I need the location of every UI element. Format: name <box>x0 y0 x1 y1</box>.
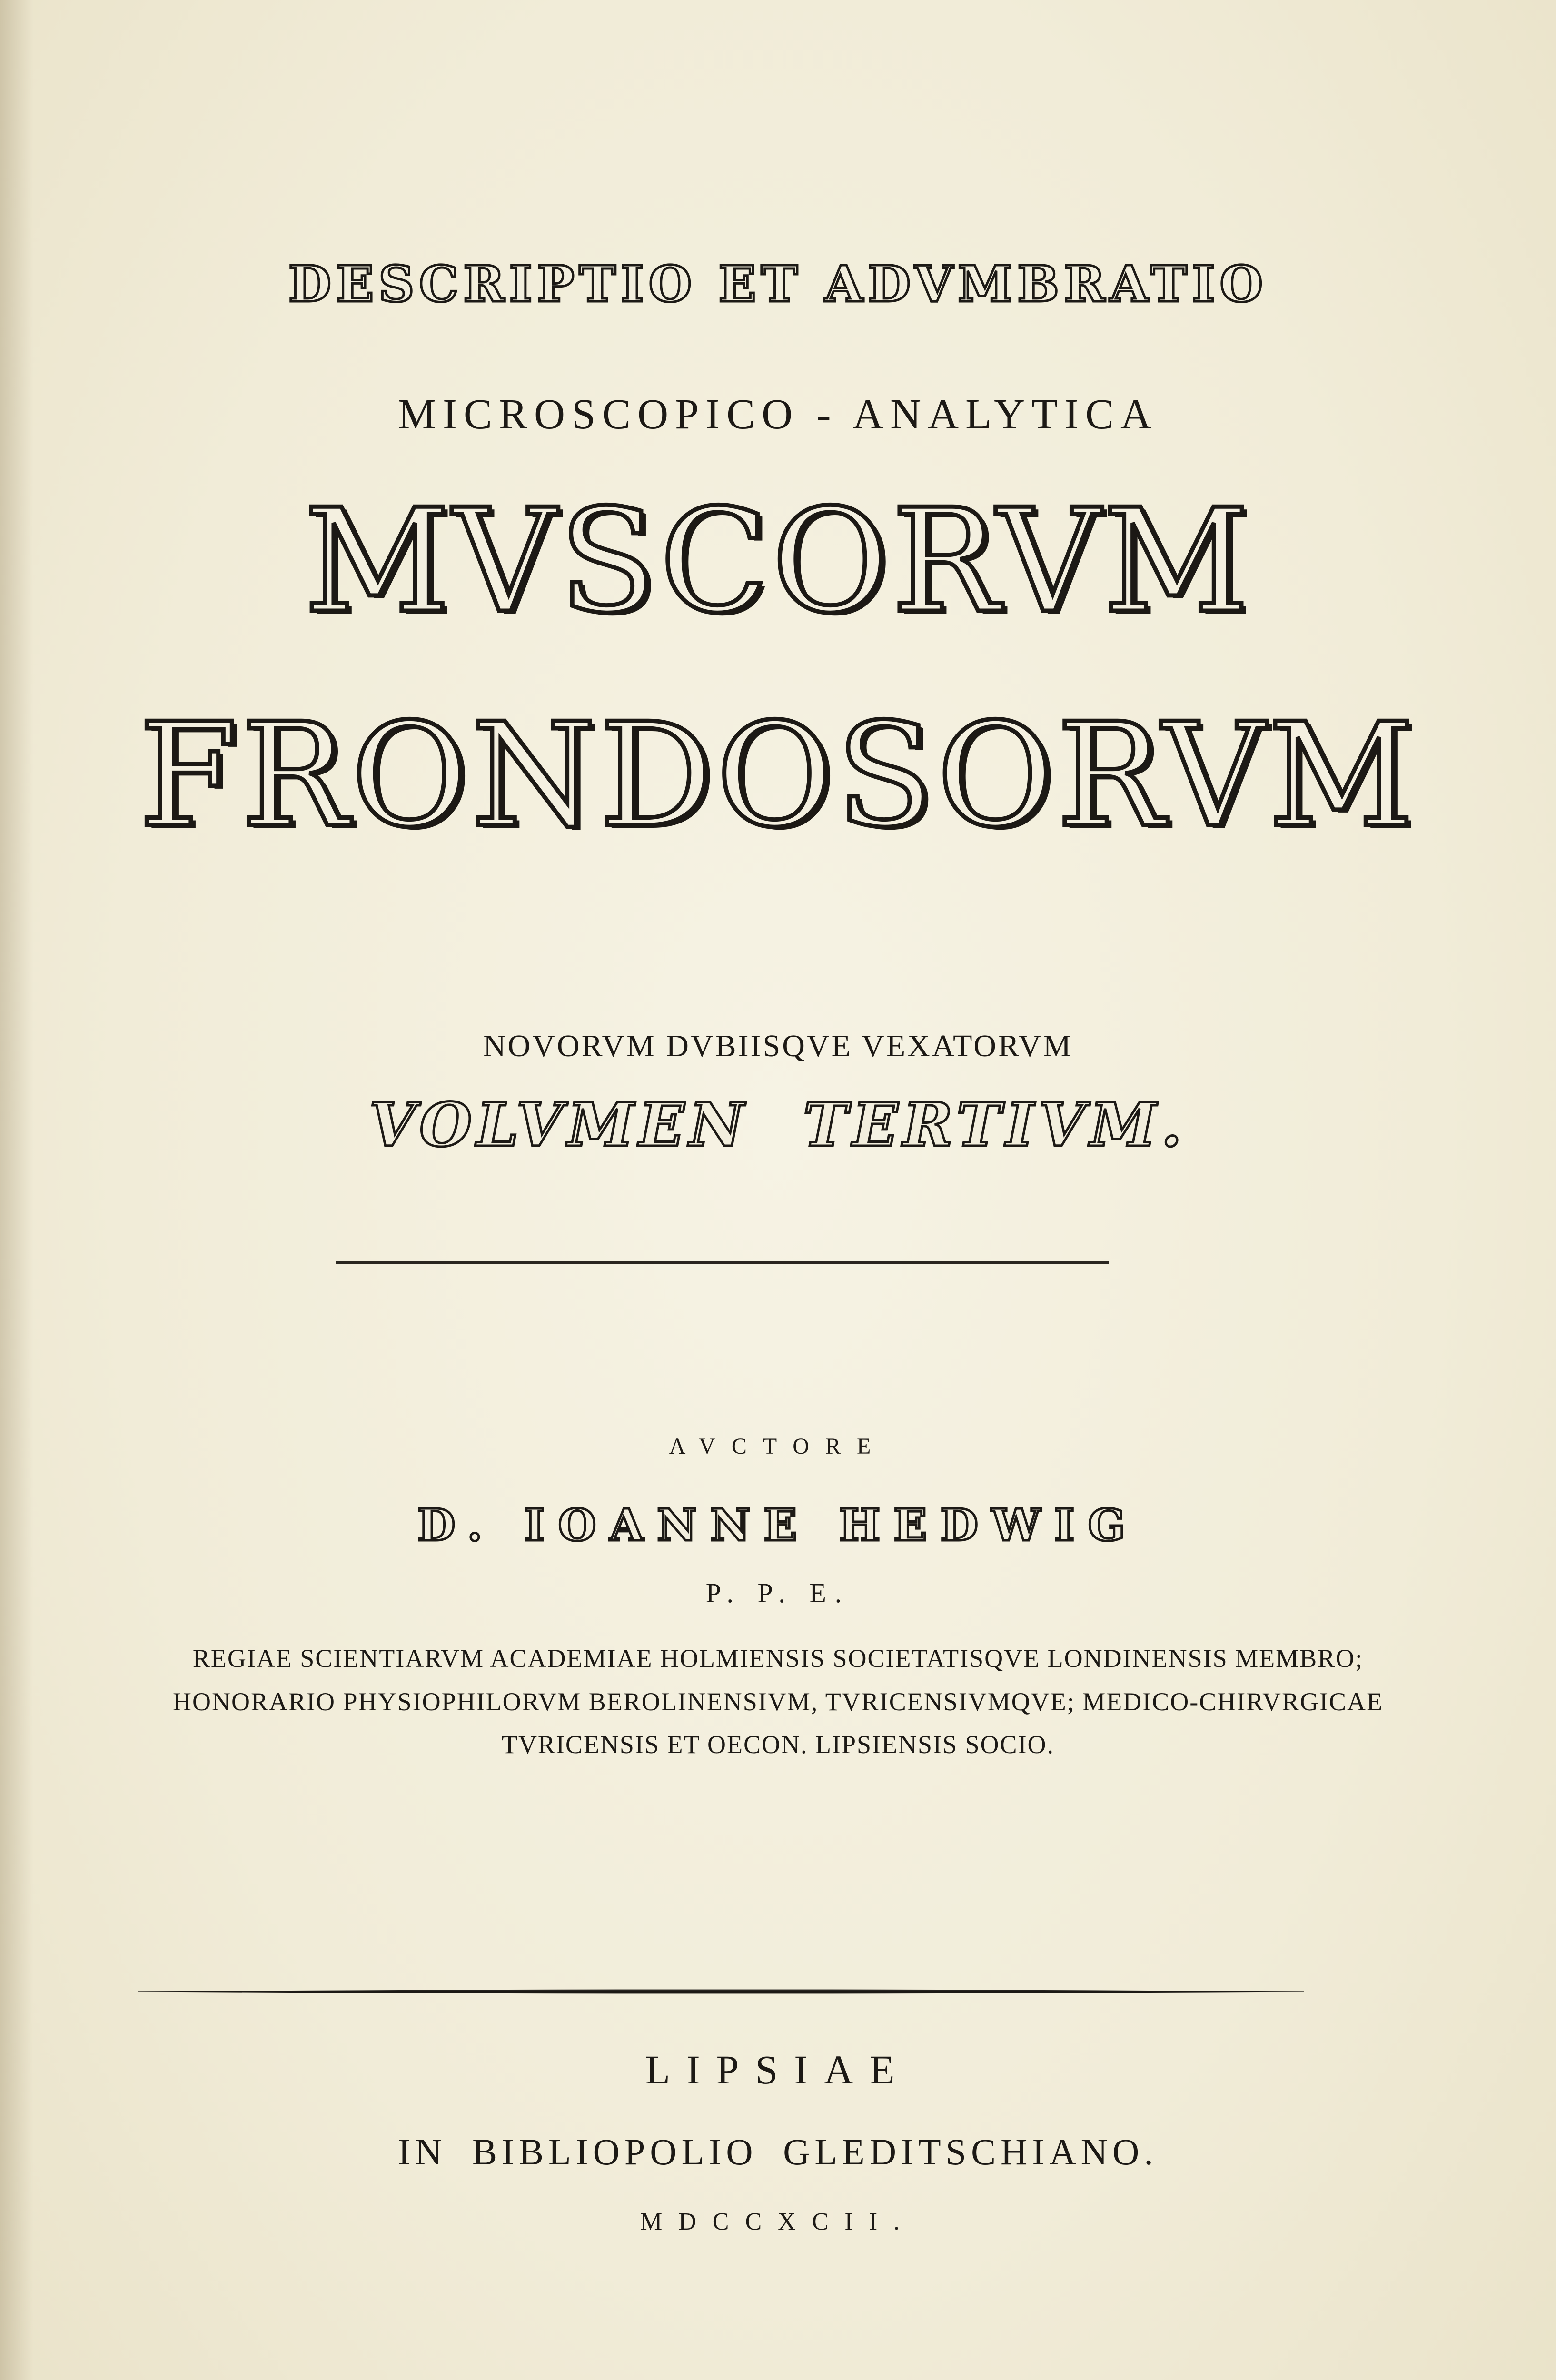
membership-line: HONORARIO PHYSIOPHILORVM BEROLINENSIVM, TVRICENSIVMQVE; MEDICO-CHIRVRGICAE <box>173 1687 1383 1716</box>
imprint-publisher: IN BIBLIOPOLIO GLEDITSCHIANO. <box>398 2131 1158 2172</box>
membership-line: TVRICENSIS ET OECON. LIPSIENSIS SOCIO. <box>501 1730 1055 1759</box>
divider-rule <box>336 1261 1109 1264</box>
main-title-frondosorum: FRONDOSORVM <box>139 693 1417 859</box>
imprint-place: LIPSIAE <box>645 2047 911 2092</box>
membership-line: REGIAE SCIENTIARVM ACADEMIAE HOLMIENSIS SOCIETATISQVE LONDINENSIS MEMBRO; <box>192 1644 1364 1673</box>
ornamental-rule <box>138 1989 1304 1994</box>
subtitle: NOVORVM DVBIISQVE VEXATORVM <box>483 1029 1073 1063</box>
imprint-year: MDCCXCII. <box>640 2208 916 2235</box>
main-title-muscorum: MVSCORVM <box>304 478 1252 645</box>
heading-microscopico: MICROSCOPICO - ANALYTICA <box>397 391 1159 438</box>
auctore-label: AVCTORE <box>669 1434 887 1459</box>
volume-label: VOLVMEN TERTIVM. <box>369 1090 1187 1160</box>
heading-descriptio: DESCRIPTIO ET ADVMBRATIO <box>288 255 1268 313</box>
author-name: D. IOANNE HEDWIG <box>417 1499 1139 1551</box>
author-title: P. P. E. <box>705 1577 851 1608</box>
binding-shadow <box>0 0 33 2380</box>
